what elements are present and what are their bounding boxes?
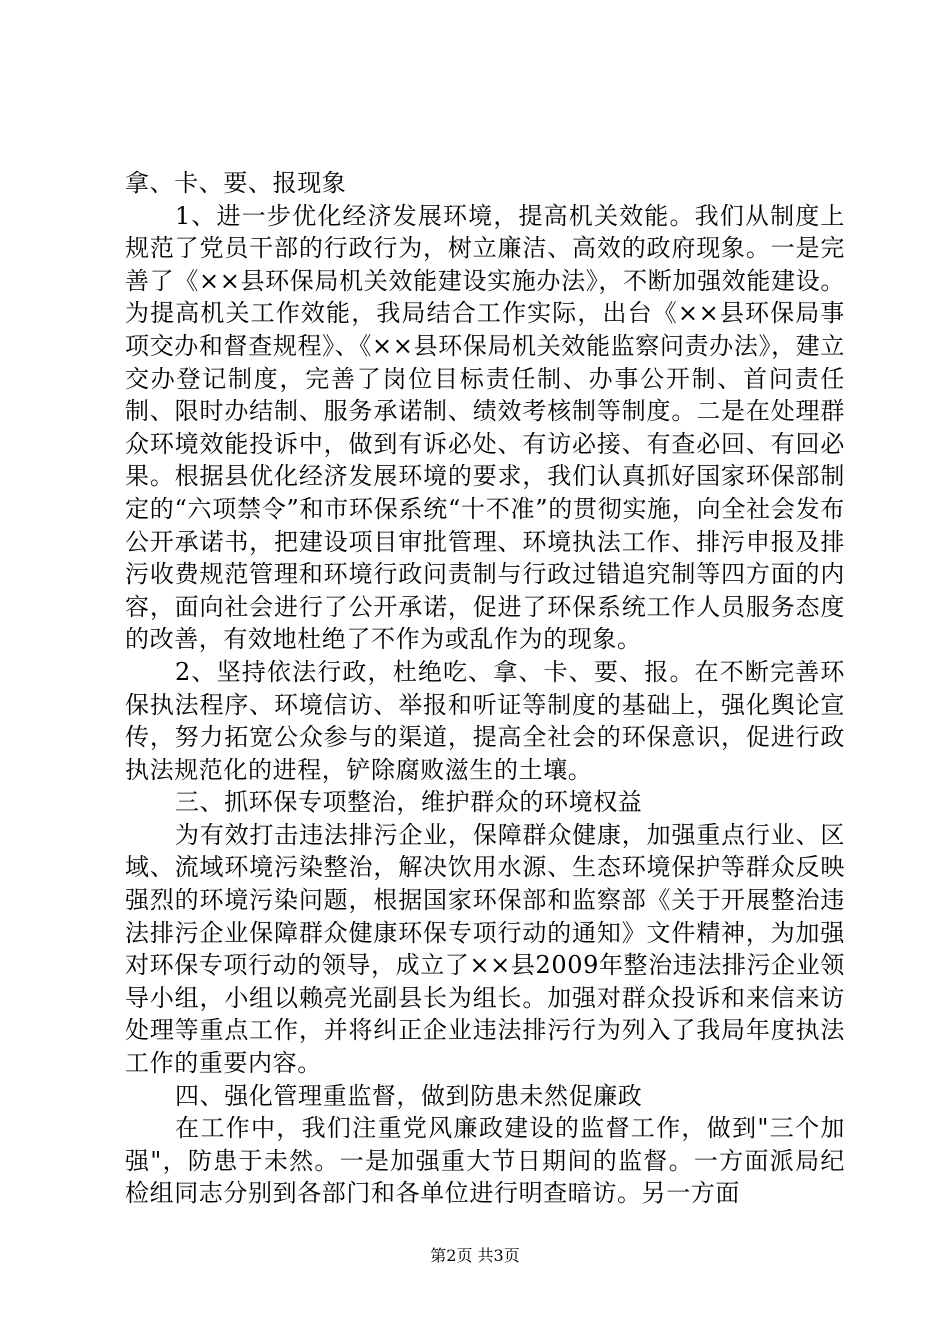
paragraph-supervision: 在工作中，我们注重党风廉政建设的监督工作，做到"三个加强"，防患于未然。一是加强重大节日期间的监督。一方面派局纪检组同志分别到各部门和各单位进行明查暗访。另一方面 bbox=[125, 1114, 845, 1208]
paragraph-law-enforcement: 2、坚持依法行政，杜绝吃、拿、卡、要、报。在不断完善环保执法程序、环境信访、举报和听证等制度的基础上，强化舆论宣传，努力拓宽公众参与的渠道，提高全社会的环保意识，促进行政执法规范化的进程，铲除腐败滋生的土壤。 bbox=[125, 657, 845, 784]
section-heading-3: 三、抓环保专项整治，维护群众的环境权益 bbox=[175, 788, 643, 817]
page-footer: 第2页 共3页 bbox=[430, 1246, 520, 1265]
document-body bbox=[125, 167, 845, 1210]
paragraph-special-rectification: 为有效打击违法排污企业，保障群众健康，加强重点行业、区域、流域环境污染整治，解决饮用水源、生态环境保护等群众反映强烈的环境污染问题，根据国家环保部和监察部《关于开展整治违法排污企业保障群众健康环保专项行动的通知》文件精神，为加强对环保专项行动的领导，成立了××县2009年整治违法排污企业领导小组，小组以赖亮光副县长为组长。加强对群众投诉和来信来访处理等重点工作，并将纠正企业违法排污行为列入了我局年度执法工作的重要内容。 bbox=[125, 820, 845, 1078]
paragraph-continuation: 拿、卡、要、报现象 bbox=[125, 169, 347, 197]
section-heading-4: 四、强化管理重监督，做到防患未然促廉政 bbox=[175, 1081, 643, 1110]
paragraph-efficiency: 1、进一步优化经济发展环境，提高机关效能。我们从制度上规范了党员干部的行政行为，树立廉洁、高效的政府现象。一是完善了《××县环保局机关效能建设实施办法》，不断加强效能建设。为提高机关工作效能，我局结合工作实际，出台《××县环保局事项交办和督查规程》、《××县环保局机关效能监察问责办法》，建立交办登记制度，完善了岗位目标责任制、办事公开制、首问责任制、限时办结制、服务承诺制、绩效考核制等制度。二是在处理群众环境效能投诉中，做到有诉必处、有访必接、有查必回、有回必果。根据县优化经济发展环境的要求，我们认真抓好国家环保部制定的“六项禁令”和市环保系统“十不准”的贯彻实施，向全社会发布公开承诺书，把建设项目审批管理、环境执法工作、排污申报及排污收费规范管理和环境行政问责制与行政过错追究制等四方面的内容，面向社会进行了公开承诺，促进了环保系统工作人员服务态度的改善，有效地杜绝了不作为或乱作为的现象。 bbox=[125, 201, 845, 654]
